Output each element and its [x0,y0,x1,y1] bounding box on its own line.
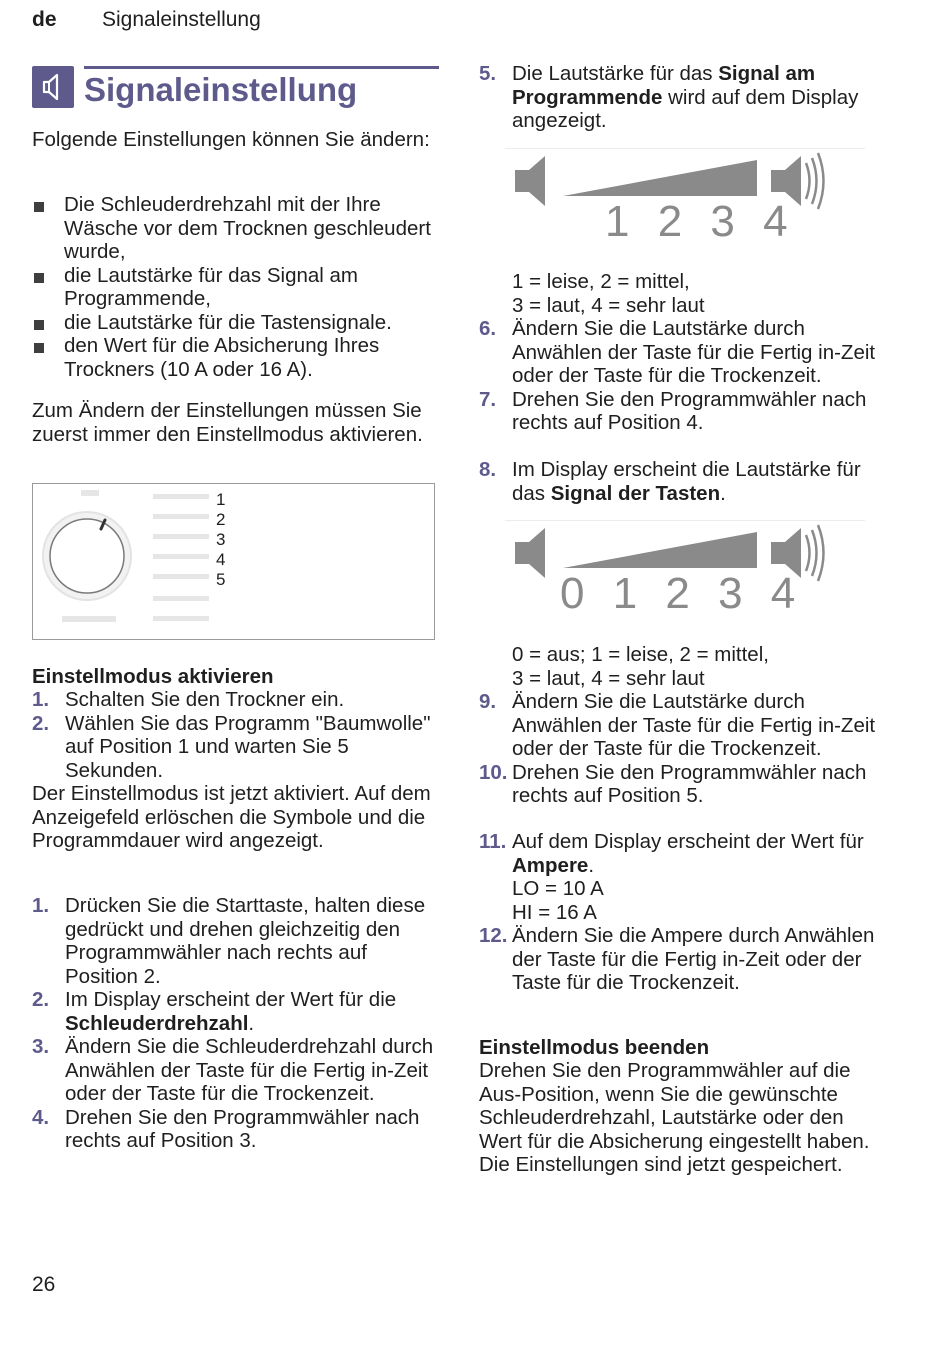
step-number: 2. [32,711,50,735]
list-item [32,193,444,264]
step-number: 8. [479,458,497,481]
step-text: Wählen Sie das Programm "Baumwolle" auf Position 1 und warten Sie 5 Sekunden. [65,711,431,782]
list-item [32,1035,442,1106]
finish-heading: Einstellmodus beenden [479,1036,710,1059]
list-item [32,1106,442,1153]
step-text: Ändern Sie die Ampere durch Anwählen der Taste für die Fertig in-Zeit oder der Taste für die Trockenzeit. [512,924,875,994]
step-12 [479,924,889,995]
activate-steps [32,688,442,782]
section-title: Signaleinstellung [84,71,358,108]
bullet-square-icon [34,343,44,353]
step-text: wird auf dem Display angezeigt. [512,85,859,132]
list-item-text: die Lautstärke für das Signal am Programmende, [64,263,358,310]
list-item-text: Die Schleuderdrehzahl mit der Ihre Wäsche vor dem Trocknen geschleudert wurde, [64,193,431,263]
list-item-text: den Wert für die Absicherung Ihres Trockners (10 A oder 16 A). [64,334,380,381]
step-11 [479,830,889,924]
step-number: 11. [479,830,507,853]
step-text: . [588,853,595,877]
step-text: Drehen Sie den Programmwähler nach rechts auf Position 4. [512,387,867,434]
step-text-bold: Ampere [512,853,589,877]
step-text: . [720,481,726,505]
settings-list [32,193,444,381]
list-item [479,388,889,435]
list-item [479,690,889,761]
dial-position-label: 2 [216,510,226,529]
volume-legend-line-2: 3 = laut, 4 = sehr laut [512,294,705,317]
step-text: . [248,1011,255,1035]
step-text: Auf dem Display erscheint der Wert für [512,830,864,853]
step-number: 5. [479,62,497,85]
volume-ramp [563,160,757,196]
list-item [32,334,444,381]
program-dial-figure [32,483,435,640]
running-header-title: Signaleinstellung [102,8,261,31]
speaker-low-icon [515,528,545,578]
page-number: 26 [32,1273,56,1296]
step-text: Schalten Sie den Trockner ein. [65,688,345,711]
step-number: 1. [32,688,50,711]
volume-levels: 1 2 3 4 [605,197,796,246]
list-item [32,988,442,1035]
step-text-bold: Signal am Programmende [512,62,816,109]
step-text: Die Lautstärke für das [512,62,719,85]
volume-legend-line-2: 3 = laut, 4 = sehr laut [512,667,705,690]
step-number: 3. [32,1035,50,1058]
step-number: 6. [479,317,497,340]
dial-position-label: 1 [216,490,226,509]
step-text: Ändern Sie die Lautstärke durch Anwählen der Taste für die Fertig in-Zeit oder der Taste für die Trockenzeit. [512,317,876,387]
list-item [479,924,889,995]
ampere-lo-value: LO = 10 A [512,877,604,900]
steps-6-7 [479,317,889,435]
list-item [32,688,442,712]
list-item [479,830,889,924]
step-number: 9. [479,690,497,713]
dial-position-label: 5 [216,570,226,589]
step-text: Im Display erscheint der Wert für die [65,988,397,1011]
step-number: 4. [32,1105,50,1129]
bullet-square-icon [34,273,44,283]
dial-position-label: 4 [216,550,226,569]
volume-legend-line-1: 1 = leise, 2 = mittel, [512,270,690,293]
volume-legend-line-1: 0 = aus; 1 = leise, 2 = mittel, [512,643,769,666]
intro-text: Folgende Einstellungen können Sie ändern: [32,128,430,151]
step-text-bold: Signal der Tasten [550,481,721,505]
steps-left-column [32,894,442,1153]
finish-text: Drehen Sie den Programmwähler auf die Aus-Position, wenn Sie die gewünschte Schleuderdrehzahl, Lautstärke oder den Wert für die Absicherung eingestellt haben. Die Einstellungen sind jetzt gespeichert. [479,1059,870,1176]
step-number: 1. [32,894,50,917]
list-item [479,317,889,388]
list-item [32,712,442,783]
step-number: 7. [479,387,497,411]
activate-note: Zum Ändern der Einstellungen müssen Sie zuerst immer den Einstellmodus aktivieren. [32,399,423,446]
step-text: Drehen Sie den Programmwähler nach rechts auf Position 3. [65,1105,420,1152]
list-item [479,458,889,505]
step-number: 2. [32,988,50,1011]
step-text-bold: Schleuderdrehzahl [65,1011,249,1035]
step-8 [479,458,889,505]
step-number: 10. [479,760,508,784]
speaker-low-icon [515,156,545,206]
dial-position-label: 3 [216,530,226,549]
list-item [32,311,444,335]
bullet-square-icon [34,320,44,330]
step-5 [479,62,884,133]
steps-9-10 [479,690,889,808]
step-text: Ändern Sie die Schleuderdrehzahl durch Anwählen der Taste für die Fertig in-Zeit oder der Taste für die Trockenzeit. [65,1035,434,1105]
list-item-text: die Lautstärke für die Tastensignale. [64,310,392,334]
activate-heading: Einstellmodus aktivieren [32,665,274,688]
section-rule [84,66,439,69]
list-item [32,894,442,988]
dial-position-labels [216,490,225,590]
volume-ramp [563,532,757,568]
step-text: Drücken Sie die Starttaste, halten diese gedrückt und drehen gleichzeitig den Programmwähler nach rechts auf Position 2. [65,894,426,988]
volume-levels: 0 1 2 3 4 [560,569,804,618]
step-text: Drehen Sie den Programmwähler nach rechts auf Position 5. [512,760,867,807]
language-code: de [32,8,57,31]
list-item [479,761,889,808]
list-item [479,62,884,133]
speaker-icon [32,66,74,108]
step-text: Ändern Sie die Lautstärke durch Anwählen der Taste für die Fertig in-Zeit oder der Taste für die Trockenzeit. [512,690,876,760]
step-number: 12. [479,924,508,947]
bullet-square-icon [34,202,44,212]
step-text: Im Display erscheint die Lautstärke für das [512,458,861,505]
activate-result-note: Der Einstellmodus ist jetzt aktiviert. Auf dem Anzeigefeld erlöschen die Symbole und die Programmdauer wird angezeigt. [32,782,431,852]
list-item [32,264,444,311]
volume-display-graphic [505,520,865,620]
volume-display-graphic [505,148,865,248]
ampere-hi-value: HI = 16 A [512,900,597,924]
dial-illustration [33,484,434,639]
